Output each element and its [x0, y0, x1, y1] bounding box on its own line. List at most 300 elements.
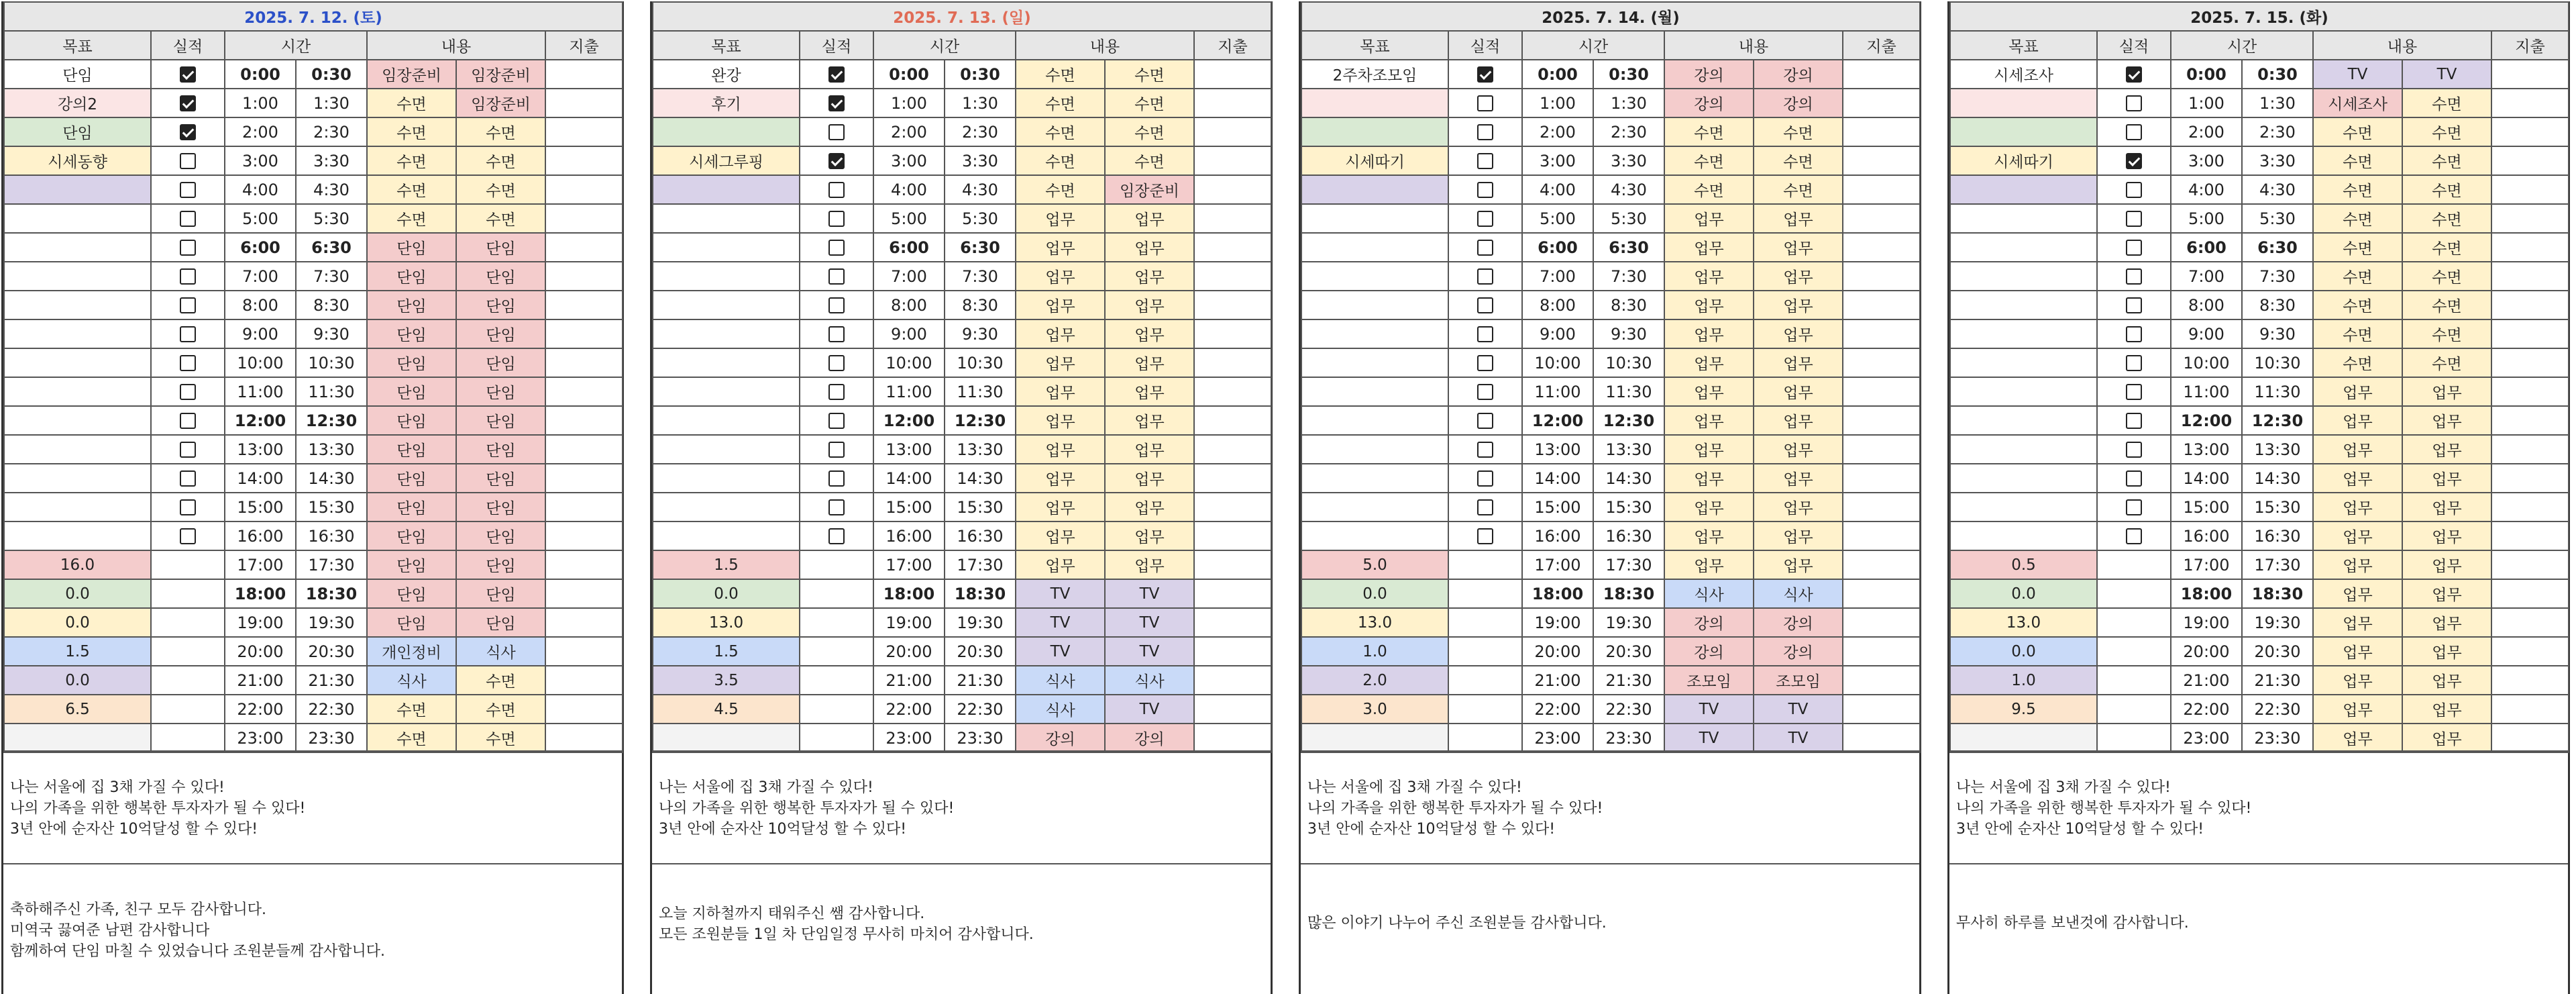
- checkbox[interactable]: [2126, 66, 2142, 83]
- goal-cell[interactable]: [1301, 319, 1448, 348]
- checkbox[interactable]: [828, 95, 845, 111]
- expense-cell[interactable]: [1194, 724, 1271, 752]
- content-cell[interactable]: 업무: [2402, 695, 2491, 724]
- content-cell[interactable]: 업무: [1754, 204, 1843, 233]
- expense-cell[interactable]: [2491, 146, 2569, 175]
- content-cell[interactable]: 업무: [2402, 550, 2491, 579]
- expense-cell[interactable]: [2491, 724, 2569, 752]
- goal-cell[interactable]: [1950, 233, 2097, 262]
- checkbox[interactable]: [828, 326, 845, 342]
- expense-cell[interactable]: [1843, 550, 1920, 579]
- content-cell[interactable]: 수면: [2402, 204, 2491, 233]
- expense-cell[interactable]: [1843, 695, 1920, 724]
- checkbox[interactable]: [1477, 268, 1493, 285]
- expense-cell[interactable]: [2491, 521, 2569, 550]
- goal-cell[interactable]: 단임: [4, 117, 151, 146]
- content-cell[interactable]: 업무: [1754, 262, 1843, 291]
- content-cell[interactable]: 조모임: [1754, 666, 1843, 695]
- goal-cell[interactable]: [4, 521, 151, 550]
- content-cell[interactable]: 수면: [1016, 60, 1105, 89]
- checkbox[interactable]: [2126, 211, 2142, 227]
- checkbox[interactable]: [2126, 297, 2142, 313]
- expense-cell[interactable]: [545, 637, 623, 666]
- goal-cell[interactable]: [1950, 348, 2097, 377]
- checkbox[interactable]: [828, 268, 845, 285]
- content-cell[interactable]: 강의: [1754, 60, 1843, 89]
- content-cell[interactable]: 업무: [2402, 521, 2491, 550]
- checkbox[interactable]: [1477, 124, 1493, 140]
- content-cell[interactable]: 업무: [2313, 579, 2402, 608]
- goal-cell[interactable]: 9.5: [1950, 695, 2097, 724]
- goal-cell[interactable]: [653, 291, 800, 319]
- checkbox[interactable]: [180, 66, 196, 83]
- content-cell[interactable]: 임장준비: [367, 60, 456, 89]
- expense-cell[interactable]: [1194, 493, 1271, 521]
- content-cell[interactable]: 업무: [2313, 666, 2402, 695]
- content-cell[interactable]: 단임: [367, 406, 456, 435]
- content-cell[interactable]: 강의: [1664, 89, 1754, 117]
- content-cell[interactable]: 단임: [456, 406, 545, 435]
- content-cell[interactable]: 수면: [1754, 117, 1843, 146]
- content-cell[interactable]: 업무: [2402, 406, 2491, 435]
- expense-cell[interactable]: [1843, 435, 1920, 464]
- checkbox[interactable]: [828, 153, 845, 169]
- goal-cell[interactable]: [653, 493, 800, 521]
- content-cell[interactable]: 업무: [1664, 493, 1754, 521]
- goal-cell[interactable]: 1.5: [653, 637, 800, 666]
- goal-cell[interactable]: [1301, 204, 1448, 233]
- content-cell[interactable]: 업무: [2402, 637, 2491, 666]
- expense-cell[interactable]: [2491, 464, 2569, 493]
- content-cell[interactable]: 강의: [1754, 89, 1843, 117]
- content-cell[interactable]: 업무: [1016, 291, 1105, 319]
- content-cell[interactable]: 수면: [367, 146, 456, 175]
- content-cell[interactable]: 강의: [1664, 637, 1754, 666]
- goal-cell[interactable]: [653, 348, 800, 377]
- expense-cell[interactable]: [1843, 579, 1920, 608]
- content-cell[interactable]: 단임: [367, 377, 456, 406]
- goal-cell[interactable]: [653, 204, 800, 233]
- expense-cell[interactable]: [2491, 608, 2569, 637]
- goal-cell[interactable]: 13.0: [1950, 608, 2097, 637]
- content-cell[interactable]: 업무: [2313, 464, 2402, 493]
- content-cell[interactable]: 업무: [2402, 435, 2491, 464]
- checkbox[interactable]: [1477, 297, 1493, 313]
- goal-cell[interactable]: 4.5: [653, 695, 800, 724]
- content-cell[interactable]: 단임: [456, 377, 545, 406]
- expense-cell[interactable]: [1194, 608, 1271, 637]
- content-cell[interactable]: 업무: [2402, 579, 2491, 608]
- content-cell[interactable]: 개인정비: [367, 637, 456, 666]
- content-cell[interactable]: 단임: [367, 319, 456, 348]
- expense-cell[interactable]: [545, 695, 623, 724]
- checkbox[interactable]: [828, 240, 845, 256]
- expense-cell[interactable]: [1194, 695, 1271, 724]
- checkbox[interactable]: [2126, 240, 2142, 256]
- content-cell[interactable]: 업무: [1664, 204, 1754, 233]
- content-cell[interactable]: 업무: [1754, 550, 1843, 579]
- content-cell[interactable]: 업무: [2402, 724, 2491, 752]
- expense-cell[interactable]: [1194, 204, 1271, 233]
- expense-cell[interactable]: [545, 348, 623, 377]
- checkbox[interactable]: [1477, 413, 1493, 429]
- content-cell[interactable]: 수면: [2402, 146, 2491, 175]
- content-cell[interactable]: 수면: [2313, 348, 2402, 377]
- content-cell[interactable]: 수면: [1664, 117, 1754, 146]
- goal-cell[interactable]: [653, 175, 800, 204]
- content-cell[interactable]: 업무: [1105, 291, 1194, 319]
- content-cell[interactable]: 수면: [2402, 319, 2491, 348]
- content-cell[interactable]: 업무: [1754, 493, 1843, 521]
- checkbox[interactable]: [1477, 442, 1493, 458]
- content-cell[interactable]: 업무: [2313, 406, 2402, 435]
- checkbox[interactable]: [180, 95, 196, 111]
- checkbox[interactable]: [180, 124, 196, 140]
- goal-cell[interactable]: [4, 406, 151, 435]
- content-cell[interactable]: 수면: [456, 204, 545, 233]
- expense-cell[interactable]: [1843, 348, 1920, 377]
- goal-cell[interactable]: 2.0: [1301, 666, 1448, 695]
- expense-cell[interactable]: [1843, 464, 1920, 493]
- expense-cell[interactable]: [1843, 146, 1920, 175]
- checkbox[interactable]: [180, 211, 196, 227]
- goal-cell[interactable]: [4, 262, 151, 291]
- expense-cell[interactable]: [545, 204, 623, 233]
- goal-cell[interactable]: [1301, 724, 1448, 752]
- goal-cell[interactable]: [4, 435, 151, 464]
- content-cell[interactable]: 강의: [1105, 724, 1194, 752]
- checkbox[interactable]: [2126, 355, 2142, 371]
- content-cell[interactable]: 업무: [1016, 550, 1105, 579]
- expense-cell[interactable]: [2491, 204, 2569, 233]
- checkbox[interactable]: [1477, 66, 1493, 83]
- expense-cell[interactable]: [1843, 637, 1920, 666]
- checkbox[interactable]: [2126, 124, 2142, 140]
- goal-cell[interactable]: [1301, 348, 1448, 377]
- expense-cell[interactable]: [2491, 435, 2569, 464]
- goal-cell[interactable]: [1950, 464, 2097, 493]
- content-cell[interactable]: 업무: [2313, 377, 2402, 406]
- content-cell[interactable]: 업무: [1754, 464, 1843, 493]
- expense-cell[interactable]: [1843, 666, 1920, 695]
- checkbox[interactable]: [828, 384, 845, 400]
- content-cell[interactable]: 업무: [2402, 464, 2491, 493]
- expense-cell[interactable]: [2491, 550, 2569, 579]
- goal-cell[interactable]: [1950, 262, 2097, 291]
- checkbox[interactable]: [828, 499, 845, 515]
- content-cell[interactable]: 수면: [1105, 60, 1194, 89]
- checkbox[interactable]: [180, 268, 196, 285]
- content-cell[interactable]: TV: [1105, 637, 1194, 666]
- goal-cell[interactable]: 0.0: [653, 579, 800, 608]
- content-cell[interactable]: 업무: [2402, 493, 2491, 521]
- content-cell[interactable]: 업무: [1105, 319, 1194, 348]
- content-cell[interactable]: 단임: [367, 348, 456, 377]
- content-cell[interactable]: 업무: [2313, 550, 2402, 579]
- content-cell[interactable]: 수면: [2313, 262, 2402, 291]
- content-cell[interactable]: 업무: [1105, 435, 1194, 464]
- content-cell[interactable]: 수면: [1664, 175, 1754, 204]
- goal-cell[interactable]: 강의2: [4, 89, 151, 117]
- content-cell[interactable]: 수면: [2402, 175, 2491, 204]
- content-cell[interactable]: 업무: [1664, 233, 1754, 262]
- content-cell[interactable]: 업무: [1664, 464, 1754, 493]
- goal-cell[interactable]: [4, 377, 151, 406]
- content-cell[interactable]: 수면: [367, 724, 456, 752]
- expense-cell[interactable]: [2491, 579, 2569, 608]
- expense-cell[interactable]: [545, 550, 623, 579]
- content-cell[interactable]: 식사: [456, 637, 545, 666]
- content-cell[interactable]: TV: [1016, 608, 1105, 637]
- expense-cell[interactable]: [1843, 89, 1920, 117]
- expense-cell[interactable]: [1843, 60, 1920, 89]
- goal-cell[interactable]: [653, 406, 800, 435]
- content-cell[interactable]: 업무: [1754, 319, 1843, 348]
- content-cell[interactable]: 업무: [1105, 406, 1194, 435]
- expense-cell[interactable]: [1194, 319, 1271, 348]
- checkbox[interactable]: [1477, 499, 1493, 515]
- content-cell[interactable]: 업무: [2313, 695, 2402, 724]
- checkbox[interactable]: [1477, 153, 1493, 169]
- content-cell[interactable]: 임장준비: [1105, 175, 1194, 204]
- checkbox[interactable]: [180, 326, 196, 342]
- goal-cell[interactable]: [1301, 262, 1448, 291]
- content-cell[interactable]: 업무: [1754, 377, 1843, 406]
- goal-cell[interactable]: [1950, 493, 2097, 521]
- content-cell[interactable]: 식사: [367, 666, 456, 695]
- content-cell[interactable]: 업무: [1016, 493, 1105, 521]
- goal-cell[interactable]: 3.5: [653, 666, 800, 695]
- content-cell[interactable]: 업무: [1016, 521, 1105, 550]
- goal-cell[interactable]: [1301, 377, 1448, 406]
- goal-cell[interactable]: [1301, 291, 1448, 319]
- expense-cell[interactable]: [1194, 637, 1271, 666]
- content-cell[interactable]: 업무: [1016, 464, 1105, 493]
- content-cell[interactable]: 단임: [367, 608, 456, 637]
- checkbox[interactable]: [180, 413, 196, 429]
- checkbox[interactable]: [180, 384, 196, 400]
- goal-cell[interactable]: [4, 348, 151, 377]
- goal-cell[interactable]: [1950, 377, 2097, 406]
- content-cell[interactable]: 단임: [367, 493, 456, 521]
- content-cell[interactable]: 업무: [1754, 406, 1843, 435]
- goal-cell[interactable]: 완강: [653, 60, 800, 89]
- expense-cell[interactable]: [2491, 348, 2569, 377]
- expense-cell[interactable]: [545, 724, 623, 752]
- content-cell[interactable]: 시세조사: [2313, 89, 2402, 117]
- content-cell[interactable]: 업무: [2313, 521, 2402, 550]
- content-cell[interactable]: 업무: [1754, 435, 1843, 464]
- expense-cell[interactable]: [545, 89, 623, 117]
- content-cell[interactable]: 수면: [2402, 291, 2491, 319]
- goal-cell[interactable]: 시세따기: [1950, 146, 2097, 175]
- expense-cell[interactable]: [1843, 319, 1920, 348]
- content-cell[interactable]: TV: [1105, 608, 1194, 637]
- content-cell[interactable]: 수면: [2402, 233, 2491, 262]
- goal-cell[interactable]: [653, 262, 800, 291]
- checkbox[interactable]: [180, 499, 196, 515]
- expense-cell[interactable]: [545, 579, 623, 608]
- content-cell[interactable]: 업무: [1664, 348, 1754, 377]
- goal-cell[interactable]: [1301, 493, 1448, 521]
- content-cell[interactable]: 강의: [1664, 608, 1754, 637]
- expense-cell[interactable]: [1843, 493, 1920, 521]
- content-cell[interactable]: 수면: [367, 89, 456, 117]
- content-cell[interactable]: 단임: [456, 464, 545, 493]
- goal-cell[interactable]: [4, 464, 151, 493]
- content-cell[interactable]: 단임: [456, 348, 545, 377]
- content-cell[interactable]: 단임: [367, 435, 456, 464]
- goal-cell[interactable]: 시세조사: [1950, 60, 2097, 89]
- checkbox[interactable]: [1477, 384, 1493, 400]
- goal-cell[interactable]: [1301, 464, 1448, 493]
- checkbox[interactable]: [1477, 355, 1493, 371]
- content-cell[interactable]: 업무: [1105, 377, 1194, 406]
- expense-cell[interactable]: [2491, 637, 2569, 666]
- expense-cell[interactable]: [2491, 175, 2569, 204]
- expense-cell[interactable]: [2491, 377, 2569, 406]
- checkbox[interactable]: [180, 528, 196, 544]
- goal-cell[interactable]: 0.5: [1950, 550, 2097, 579]
- content-cell[interactable]: 수면: [2313, 146, 2402, 175]
- content-cell[interactable]: 강의: [1664, 60, 1754, 89]
- goal-cell[interactable]: [653, 464, 800, 493]
- content-cell[interactable]: 업무: [1664, 262, 1754, 291]
- expense-cell[interactable]: [1843, 262, 1920, 291]
- checkbox[interactable]: [2126, 268, 2142, 285]
- goal-cell[interactable]: [1301, 89, 1448, 117]
- goal-cell[interactable]: [1950, 319, 2097, 348]
- expense-cell[interactable]: [1194, 233, 1271, 262]
- checkbox[interactable]: [828, 442, 845, 458]
- goal-cell[interactable]: [1950, 117, 2097, 146]
- content-cell[interactable]: 단임: [367, 262, 456, 291]
- checkbox[interactable]: [180, 355, 196, 371]
- goal-cell[interactable]: 1.5: [4, 637, 151, 666]
- checkbox[interactable]: [1477, 470, 1493, 487]
- content-cell[interactable]: 수면: [2313, 117, 2402, 146]
- content-cell[interactable]: 수면: [2313, 175, 2402, 204]
- checkbox[interactable]: [2126, 499, 2142, 515]
- goal-cell[interactable]: [653, 724, 800, 752]
- content-cell[interactable]: 업무: [1016, 204, 1105, 233]
- expense-cell[interactable]: [545, 608, 623, 637]
- content-cell[interactable]: 업무: [1016, 319, 1105, 348]
- expense-cell[interactable]: [1194, 117, 1271, 146]
- content-cell[interactable]: 수면: [367, 175, 456, 204]
- content-cell[interactable]: 업무: [1105, 233, 1194, 262]
- goal-cell[interactable]: [1950, 724, 2097, 752]
- checkbox[interactable]: [828, 124, 845, 140]
- expense-cell[interactable]: [1194, 406, 1271, 435]
- checkbox[interactable]: [1477, 182, 1493, 198]
- expense-cell[interactable]: [1194, 521, 1271, 550]
- checkbox[interactable]: [2126, 470, 2142, 487]
- content-cell[interactable]: 업무: [1105, 521, 1194, 550]
- goal-cell[interactable]: 13.0: [1301, 608, 1448, 637]
- expense-cell[interactable]: [2491, 117, 2569, 146]
- content-cell[interactable]: 식사: [1105, 666, 1194, 695]
- goal-cell[interactable]: 0.0: [1950, 579, 2097, 608]
- content-cell[interactable]: TV: [1105, 695, 1194, 724]
- goal-cell[interactable]: 0.0: [1950, 637, 2097, 666]
- content-cell[interactable]: 수면: [456, 695, 545, 724]
- content-cell[interactable]: TV: [1754, 695, 1843, 724]
- goal-cell[interactable]: [653, 117, 800, 146]
- content-cell[interactable]: 수면: [2402, 262, 2491, 291]
- content-cell[interactable]: 수면: [456, 724, 545, 752]
- expense-cell[interactable]: [545, 175, 623, 204]
- expense-cell[interactable]: [545, 435, 623, 464]
- expense-cell[interactable]: [1843, 117, 1920, 146]
- expense-cell[interactable]: [545, 262, 623, 291]
- checkbox[interactable]: [180, 153, 196, 169]
- content-cell[interactable]: 업무: [1664, 521, 1754, 550]
- content-cell[interactable]: 수면: [1016, 175, 1105, 204]
- content-cell[interactable]: 업무: [1664, 319, 1754, 348]
- checkbox[interactable]: [828, 528, 845, 544]
- goal-cell[interactable]: [4, 204, 151, 233]
- content-cell[interactable]: 업무: [1016, 262, 1105, 291]
- content-cell[interactable]: 수면: [1105, 146, 1194, 175]
- content-cell[interactable]: 강의: [1754, 608, 1843, 637]
- expense-cell[interactable]: [1194, 666, 1271, 695]
- content-cell[interactable]: 수면: [1664, 146, 1754, 175]
- content-cell[interactable]: 식사: [1016, 695, 1105, 724]
- goal-cell[interactable]: 5.0: [1301, 550, 1448, 579]
- content-cell[interactable]: 조모임: [1664, 666, 1754, 695]
- content-cell[interactable]: 수면: [2402, 89, 2491, 117]
- goal-cell[interactable]: [653, 233, 800, 262]
- goal-cell[interactable]: 시세동향: [4, 146, 151, 175]
- expense-cell[interactable]: [2491, 666, 2569, 695]
- checkbox[interactable]: [828, 297, 845, 313]
- content-cell[interactable]: 업무: [2402, 608, 2491, 637]
- goal-cell[interactable]: [4, 175, 151, 204]
- checkbox[interactable]: [2126, 326, 2142, 342]
- content-cell[interactable]: 단임: [456, 435, 545, 464]
- content-cell[interactable]: 단임: [367, 233, 456, 262]
- content-cell[interactable]: 업무: [2313, 724, 2402, 752]
- goal-cell[interactable]: [1950, 175, 2097, 204]
- checkbox[interactable]: [828, 211, 845, 227]
- checkbox[interactable]: [1477, 211, 1493, 227]
- goal-cell[interactable]: [1301, 117, 1448, 146]
- content-cell[interactable]: 수면: [1016, 89, 1105, 117]
- content-cell[interactable]: 수면: [456, 666, 545, 695]
- expense-cell[interactable]: [2491, 493, 2569, 521]
- goal-cell[interactable]: 0.0: [1301, 579, 1448, 608]
- content-cell[interactable]: 업무: [1105, 204, 1194, 233]
- checkbox[interactable]: [180, 297, 196, 313]
- content-cell[interactable]: 업무: [1016, 233, 1105, 262]
- expense-cell[interactable]: [2491, 319, 2569, 348]
- goal-cell[interactable]: 3.0: [1301, 695, 1448, 724]
- expense-cell[interactable]: [1194, 89, 1271, 117]
- goal-cell[interactable]: 13.0: [653, 608, 800, 637]
- content-cell[interactable]: 수면: [1754, 146, 1843, 175]
- content-cell[interactable]: 업무: [1105, 464, 1194, 493]
- expense-cell[interactable]: [545, 464, 623, 493]
- expense-cell[interactable]: [1843, 377, 1920, 406]
- goal-cell[interactable]: [1950, 521, 2097, 550]
- expense-cell[interactable]: [1843, 233, 1920, 262]
- checkbox[interactable]: [828, 182, 845, 198]
- goal-cell[interactable]: [1301, 521, 1448, 550]
- content-cell[interactable]: 수면: [456, 175, 545, 204]
- content-cell[interactable]: 단임: [456, 579, 545, 608]
- goal-cell[interactable]: [1950, 435, 2097, 464]
